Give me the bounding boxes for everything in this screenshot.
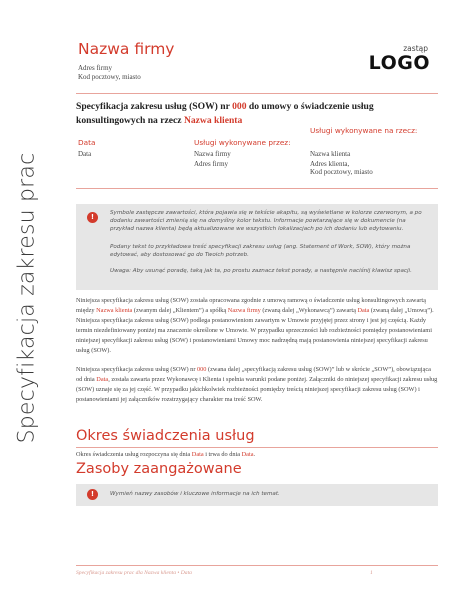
tip-paragraph-1: Symbole zastępcze zawartości, która pojawia się w tekście akapitu, są wyświetlane w kolorze czerwonym, a po dodaniu zawartości zmienią się na domyślny kolor tekstu. Informacje powtarzające się w dokumencie (na przykład nazwa klienta) będą aktualizowane we wszystkich lokalizacjach po ich dodaniu lub edytowaniu. [110,210,422,233]
tip-resources-text: Wymień nazwy zasobów i kluczowe informacje na ich temat. [110,491,280,497]
side-title-text: Specyfikacja zakresu prac [14,152,40,444]
section-heading-period: Okres świadczenia usług [76,428,255,444]
provider-header: Usługi wykonywane przez: [194,138,291,147]
text: (zwanym dalej „Klientem”) a spółką [132,306,228,314]
tip-paragraph-3: Uwaga: Aby usunąć poradę, taką jak ta, po prostu zaznacz tekst porady, a następnie naciśnij klawisz spacji. [110,268,412,274]
text: Niniejsza specyfikacja zakresu usług (SOW) nr [76,366,197,373]
page-number: 1 [370,570,373,576]
end-date-field[interactable]: Data [241,451,254,458]
document-header [66,36,444,94]
text: . [253,451,256,458]
text: (zwaną dalej „Wykonawcą”) zawartą [260,306,358,314]
client-address[interactable]: Adres klienta, [310,160,350,168]
date-field[interactable]: Data [96,375,109,383]
tip-box [76,204,438,290]
sow-client-name[interactable]: Nazwa klienta [183,115,243,126]
sow-title [76,100,436,128]
client-city[interactable]: Kod pocztowy, miasto [310,168,373,176]
body-paragraph-2 [76,365,438,405]
start-date-field[interactable]: Data [191,451,204,458]
text: Niniejsza specyfikacja zakresu usług (SOW) została opracowana zgodnie z umową ramową o świadczenie usług konsultingowych zawartą między [76,297,426,314]
body-paragraph-1 [76,296,438,355]
address-line-2: Kod pocztowy, miasto [78,72,141,81]
section-heading-resources: Zasoby zaangażowane [76,461,242,477]
client-header: Usługi wykonywane na rzecz: [310,126,418,135]
document-page [66,0,444,600]
text: i trwa do dnia [203,451,242,458]
side-title [4,18,50,578]
date-value[interactable]: Data [78,150,92,158]
sow-number[interactable]: 000 [232,101,247,112]
text: (zwaną dalej „Umową”). Niniejsza specyfikacja zakresu usług (SOW) podlega postanowieniom zawartym w Umowie przyjętej przez strony i jest jej częścią. Każdy termin niezdefiniowany poniżej ma znaczenie określone w Umowie. W przypadku sprzeczności lub rozbieżności pomiędzy postanowieniami niniejszej specyfikacji zakresu usług (SOW) i postanowieniami Umowy moc nadrzędną mają postanowienia niniejszej specyfikacji zakresu usług (SOW). [76,306,434,354]
sow-number-field[interactable]: 000 [197,366,207,373]
client-name[interactable]: Nazwa klienta [310,150,351,158]
text: (zwana dalej „specyfikacją zakresu usług (SOW)” lub w skrócie „SOW”), obowiązująca od dnia [76,366,431,383]
parties-table [76,126,438,186]
company-name[interactable]: Nazwa firmy [78,40,175,58]
tip-paragraph-2: Podany tekst to przykładowa treść specyfikacji zakresu usług (ang. Statement of Work, SOW), który można edytować, aby dostosować go do Twoich potrzeb. [110,244,411,259]
text: , została zawarta przez Wykonawcę i Klienta i spełnia warunki podane poniżej. Załączniki do niniejszej specyfikacji zakresu usług (SOW) uznaje się za jej część. W przypadku jakichkolwiek rozbieżności pomiędzy treścią niniejszej specyfikacji zakresu usług (SOW) i postanowieniami jej załączników rozstrzygający charakter ma treść SOW. [76,375,438,403]
company-address[interactable] [78,64,141,81]
date-header: Data [78,138,96,147]
provider-name[interactable]: Nazwa firmy [194,150,231,158]
info-alert-icon: ! [87,212,98,223]
info-alert-icon: ! [87,489,98,500]
logo-placeholder[interactable]: LOGO [368,52,430,74]
text: Okres świadczenia usług rozpoczyna się dnia [76,451,192,458]
sow-title-part1: Specyfikacja zakresu usług (SOW) nr [76,101,233,112]
provider-address[interactable]: Adres firmy [194,160,229,168]
footer-text: Specyfikacja zakresu prac dla Nazwa klienta • Data [76,570,192,576]
header-divider [76,93,438,94]
address-line-1: Adres firmy [78,64,113,72]
table-divider [76,188,438,189]
tip-box-resources [76,484,438,506]
client-name-field[interactable]: Nazwa klienta [96,306,133,314]
period-paragraph [76,450,438,460]
section-divider [76,447,438,448]
sow-title-part2: do umowy o świadczenie usług konsultingowych na rzecz [76,101,374,126]
footer-divider [76,565,438,566]
date-field[interactable]: Data [357,306,370,314]
logo-replace-label: zastąp [403,44,428,53]
company-name-field[interactable]: Nazwa firmy [227,306,261,314]
